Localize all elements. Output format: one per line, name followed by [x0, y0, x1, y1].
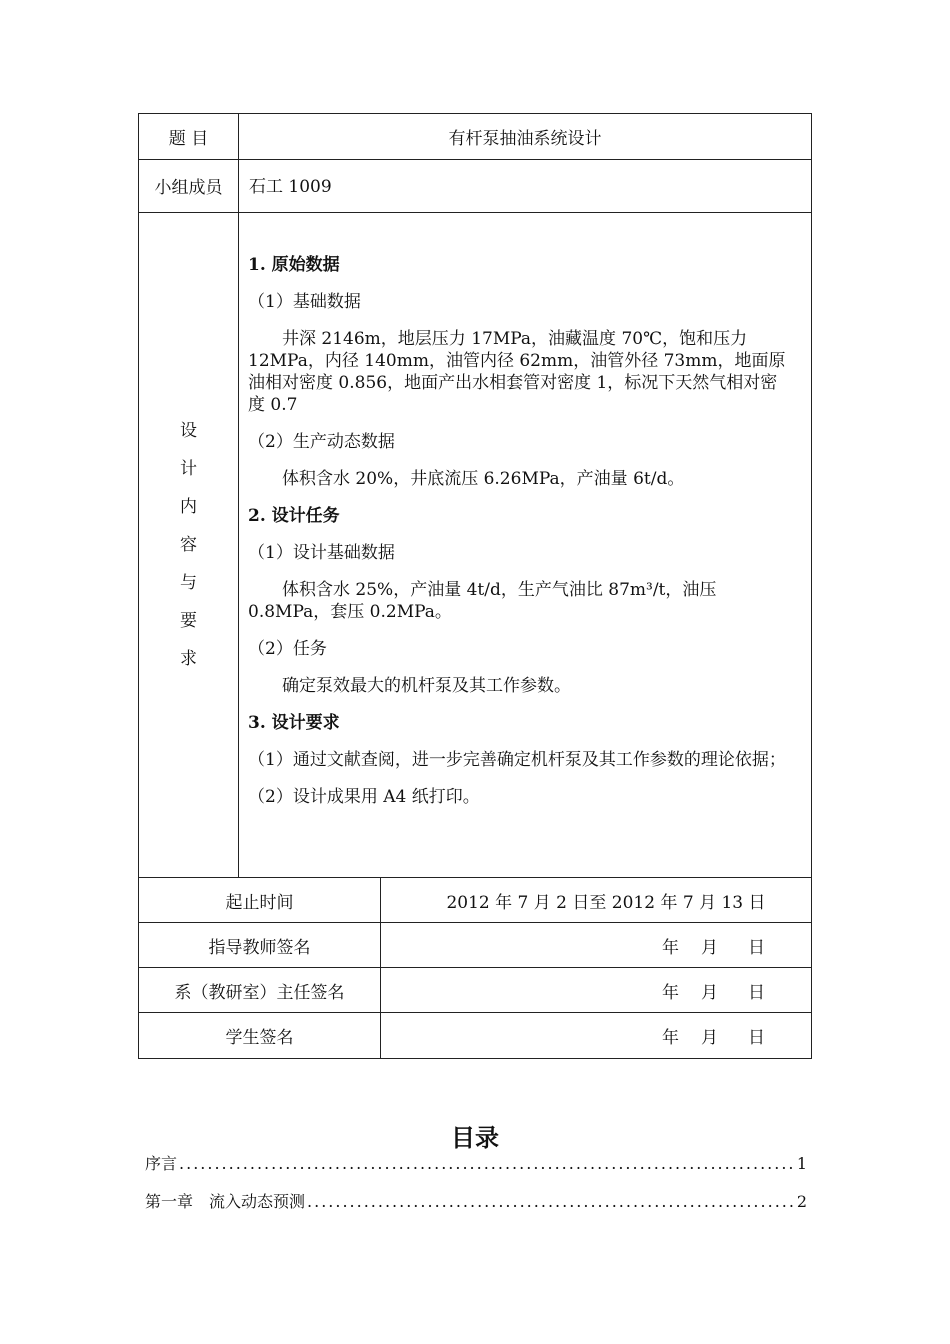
toc-leader-dots — [179, 1154, 795, 1173]
director-signature-label: 系（教研室）主任签名 — [139, 968, 381, 1012]
content-body — [239, 213, 811, 877]
teacher-signature-label: 指导教师签名 — [139, 923, 381, 967]
content-label — [139, 213, 239, 877]
toc-entry-page: 2 — [796, 1192, 807, 1211]
year-text: 年 — [662, 937, 679, 958]
toc-entry-label: 第一章 流入动态预测 — [145, 1192, 306, 1211]
day-text: 日 — [748, 1028, 765, 1048]
period-label: 起止时间 — [139, 878, 381, 922]
period-row — [139, 878, 811, 923]
paragraph: 井深 2146m，地层压力 17MPa，油藏温度 70℃，饱和压力 12MPa，内径 140mm，油管内径 62mm，油管外径 73mm，地面原油相对密度 0.856，地面产出水相套管对密度 1，标况下天然气相对密度 0.7 — [248, 329, 786, 415]
section-heading: 2. 设计任务 — [248, 506, 340, 526]
teacher-signature-row — [139, 923, 811, 968]
section-heading: 3. 设计要求 — [248, 713, 340, 733]
toc-entry[interactable] — [145, 1189, 807, 1212]
director-signature-row — [139, 968, 811, 1013]
design-task-table — [138, 113, 812, 1059]
toc-title: 目录 — [451, 1124, 499, 1152]
content-label-char: 计 — [180, 459, 197, 479]
period-value: 2012 年 7 月 2 日至 2012 年 7 月 13 日 — [446, 892, 766, 913]
subsection-title: （2）任务 — [248, 639, 327, 659]
director-signature-date — [381, 968, 811, 1012]
month-text: 月 — [701, 982, 718, 1003]
members-label: 小组成员 — [139, 160, 239, 212]
requirement-item: （2）设计成果用 A4 纸打印。 — [248, 787, 480, 807]
student-signature-row — [139, 1013, 811, 1058]
teacher-signature-date — [381, 923, 811, 967]
title-row — [139, 114, 811, 160]
toc-entry-page: 1 — [796, 1154, 807, 1173]
month-text: 月 — [701, 937, 718, 958]
toc-leader-dots — [307, 1192, 795, 1211]
content-label-char: 要 — [180, 611, 197, 631]
subsection-title: （1）设计基础数据 — [248, 543, 395, 563]
title-value: 有杆泵抽油系统设计 — [448, 129, 602, 149]
toc-entry-label: 序言 — [145, 1154, 178, 1173]
content-row — [139, 213, 811, 878]
paragraph: 体积含水 20%，井底流压 6.26MPa，产油量 6t/d。 — [282, 469, 685, 489]
content-label-char: 求 — [180, 649, 197, 669]
day-text: 日 — [748, 982, 765, 1003]
members-row — [139, 160, 811, 213]
title-label: 题 目 — [139, 114, 239, 159]
day-text: 日 — [748, 937, 765, 958]
paragraph: 体积含水 25%，产油量 4t/d，生产气油比 87m³/t，油压 0.8MPa，套压 0.2MPa。 — [248, 580, 717, 622]
members-value: 石工 1009 — [249, 177, 332, 197]
section-heading: 1. 原始数据 — [248, 255, 340, 275]
student-signature-date — [381, 1013, 811, 1058]
content-label-char: 设 — [180, 421, 197, 441]
content-label-char: 容 — [180, 535, 197, 555]
student-signature-label: 学生签名 — [139, 1013, 381, 1058]
requirement-item: （1）通过文献查阅，进一步完善确定机杆泵及其工作参数的理论依据； — [248, 750, 786, 770]
content-label-char: 内 — [180, 497, 197, 517]
content-label-vertical — [180, 412, 197, 678]
content-label-char: 与 — [180, 573, 197, 593]
subsection-title: （1）基础数据 — [248, 292, 361, 312]
month-text: 月 — [701, 1028, 718, 1048]
subsection-title: （2）生产动态数据 — [248, 432, 395, 452]
paragraph: 确定泵效最大的机杆泵及其工作参数。 — [282, 676, 571, 696]
year-text: 年 — [662, 982, 679, 1003]
year-text: 年 — [662, 1028, 679, 1048]
toc-entry[interactable] — [145, 1151, 807, 1174]
